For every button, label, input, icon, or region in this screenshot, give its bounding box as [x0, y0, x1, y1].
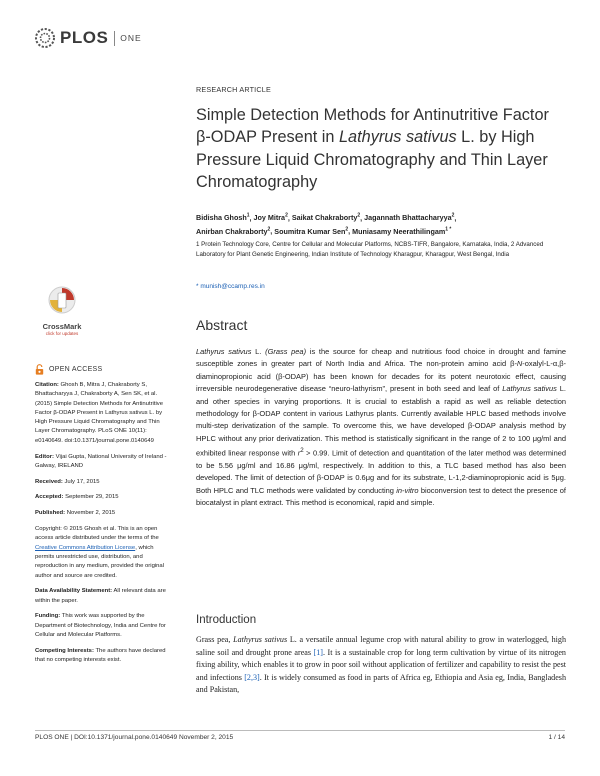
data-availability-text: All relevant data are within the paper.: [35, 588, 166, 604]
introduction-heading: Introduction: [196, 614, 257, 626]
author[interactable]: Soumitra Kumar Sen$^2$: [274, 226, 349, 236]
competing-interests: [35, 647, 173, 666]
copyright-text-b: , which permits unrestricted use, distribution, and reproduction in any medium, provided the original author and source are credited.: [35, 544, 165, 579]
editor-text: Vijai Gupta, National University of Ireland - Galway, IRELAND: [35, 453, 167, 469]
article-title: [196, 104, 566, 193]
license-link[interactable]: Creative Commons Attribution License: [35, 544, 136, 551]
data-availability-label: Data Availability Statement:: [35, 588, 113, 595]
reference-link[interactable]: [1]: [313, 647, 323, 657]
accepted-date: [35, 493, 173, 502]
copyright-text-a: Copyright: © 2015 Ghosh et al. This is an open access article distributed under the terms of the: [35, 526, 159, 542]
author[interactable]: Muniasamy Neerathilingam$^{1 *}$: [352, 226, 452, 236]
introduction-body: Grass pea, Lathyrus sativus L. a versatile annual legume crop with natural ability to grow in waterlogged, high saline soil and drought prone areas [1]. It is a sustainable crop for long term cultivation by virtue of its nitrogen fixing ability, which enables it to grow in poor soil without application of fertilizer and capability to resist the pest and infections [2,3]. It is widely consumed as food in parts of Africa eg, Ethiopia and Asia eg, India, Bangladesh and Pakistan,: [196, 635, 567, 695]
competing-interests-text: The authors have declared that no competing interests exist.: [35, 647, 166, 664]
logo-plos-text: PLOS: [60, 28, 109, 47]
funding-label: Funding:: [35, 613, 61, 620]
affiliation-1: 1 Protein Technology Core, Centre for Cellular and Molecular Platforms, NCBS-TIFR, Bangalore, Karnataka, India,: [196, 241, 510, 248]
affiliation-2: 2 Advanced Laboratory for Plant Genetic Engineering, Indian Institute of Technology Kharagpur, Kharagpur, West Bengal, India: [196, 241, 544, 258]
editor: [35, 453, 173, 472]
funding: [35, 612, 173, 640]
plos-one-logo[interactable]: [34, 27, 142, 49]
footer-citation: PLOS ONE | DOI:10.1371/journal.pone.0140649 November 2, 2015: [35, 734, 234, 741]
accepted-label: Accepted:: [35, 494, 64, 501]
author[interactable]: Saikat Chakraborty$^2$: [291, 213, 361, 223]
published-date: [35, 509, 173, 518]
open-lock-icon: [35, 364, 44, 375]
received-label: Received:: [35, 478, 63, 485]
author[interactable]: Anirban Chakraborty$^2$: [196, 226, 271, 236]
competing-interests-label: Competing Interests:: [35, 647, 94, 654]
published-label: Published:: [35, 510, 66, 517]
funding-text: This work was supported by the Department of Biotechnology, India and Centre for Cellular and Molecular Platforms.: [35, 613, 166, 639]
crossmark-icon: [47, 285, 77, 315]
affiliations: [196, 240, 566, 259]
corresponding-email[interactable]: * munish@ccamp.res.in: [196, 283, 265, 290]
article-type: RESEARCH ARTICLE: [196, 85, 271, 94]
plos-logo-icon: [34, 27, 56, 49]
reference-link[interactable]: [2,3]: [244, 672, 260, 682]
editor-label: Editor:: [35, 453, 54, 460]
published-text: November 2, 2015: [66, 510, 116, 517]
citation: [35, 381, 173, 446]
footer-divider: [35, 730, 565, 731]
citation-text: Ghosh B, Mitra J, Chakraborty S, Bhattacharyya J, Chakraborty A, Sen SK, et al. (2015) Simple Detection Methods for Antinutritive Factor β-ODAP Present in Lathyrus sativus L. by High Pressure Liquid Chromatography and Thin Layer Chromatography. PLoS ONE 10(11): e0140649. doi:10.1371/journal.pone.0140649: [35, 382, 164, 444]
abstract-body: Lathyrus sativus L. (Grass pea) is the source for cheap and nutritious food choice in drought and famine susceptible zones in greater part of North India and Africa. The non-protein amino acid β-N-oxalyl-L-α,β-diaminopropionic acid (β-ODAP) has been known for decades for its potent neurotoxic effect, causing irreversible neurodegenerative disease “neuro-lathyrism”, present in both seed and leaf of Lathyrus sativus L. and other species in varying proportions. It is crucial to establish a rapid as well as reliable detection methodology for β-ODAP content in various Lathyrus plants. Currently available HPLC based methods involve multi-step derivatization of the sample. To overcome this, we have developed β-ODAP analysis method by HPLC without any prior derivatization. This method is statistically significant in the range of 2 to 100 μg/ml and exhibited linear response with $r^2 > 0.99$. Limit of detection and quantitation of the later method was determined to be 5.56 μg/ml and 16.86 μg/ml, respectively. In addition to this, a TLC based method has also been developed. The limit of detection of β-ODAP is 0.6μg and for its substrate, L-1,2-diaminopropionic acid is 5μg. Both HPLC and TLC methods were validated by conducting in-vitro bioconversion test to detect the presence of biocatalyst in plant extract. This method is economical, rapid and simple.: [196, 347, 567, 507]
author-list: Bidisha Ghosh$^1$, Joy Mitra$^2$, Saikat Chakraborty$^2$, Jagannath Bhattacharyya$^2$, Anirban Chakraborty$^2$, Soumitra Kumar Sen$^2$, Muniasamy Neerathilingam$^{1 *}$: [196, 213, 457, 236]
abstract-heading: Abstract: [196, 317, 248, 333]
received-date: [35, 478, 173, 487]
crossmark-subtitle: click for updates: [45, 331, 79, 336]
crossmark-title: CrossMark: [42, 322, 82, 331]
accepted-text: September 29, 2015: [65, 494, 119, 501]
logo-one-text: ONE: [120, 33, 142, 43]
received-text: July 17, 2015: [64, 478, 100, 485]
crossmark-badge[interactable]: [38, 285, 86, 336]
logo-divider: [114, 31, 115, 46]
title-italic: Lathyrus sativus: [339, 128, 457, 147]
author[interactable]: Joy Mitra$^2$: [253, 213, 288, 223]
open-access-label: OPEN ACCESS: [49, 366, 103, 373]
article-metadata-sidebar: [35, 381, 173, 672]
author[interactable]: Jagannath Bhattacharyya$^2$: [364, 213, 455, 223]
page-number: 1 / 14: [548, 734, 565, 741]
citation-label: Citation:: [35, 382, 59, 388]
title-part-b: L. by High Pressure Liquid Chromatography and Thin Layer Chromatography: [196, 128, 548, 191]
author[interactable]: Bidisha Ghosh$^1$: [196, 213, 250, 223]
copyright: [35, 525, 173, 581]
data-availability: [35, 587, 173, 606]
open-access-badge: [35, 364, 102, 375]
page-footer: [35, 734, 565, 741]
title-part-a: Simple Detection Methods for Antinutritive Factor β-ODAP Present in: [196, 106, 549, 147]
